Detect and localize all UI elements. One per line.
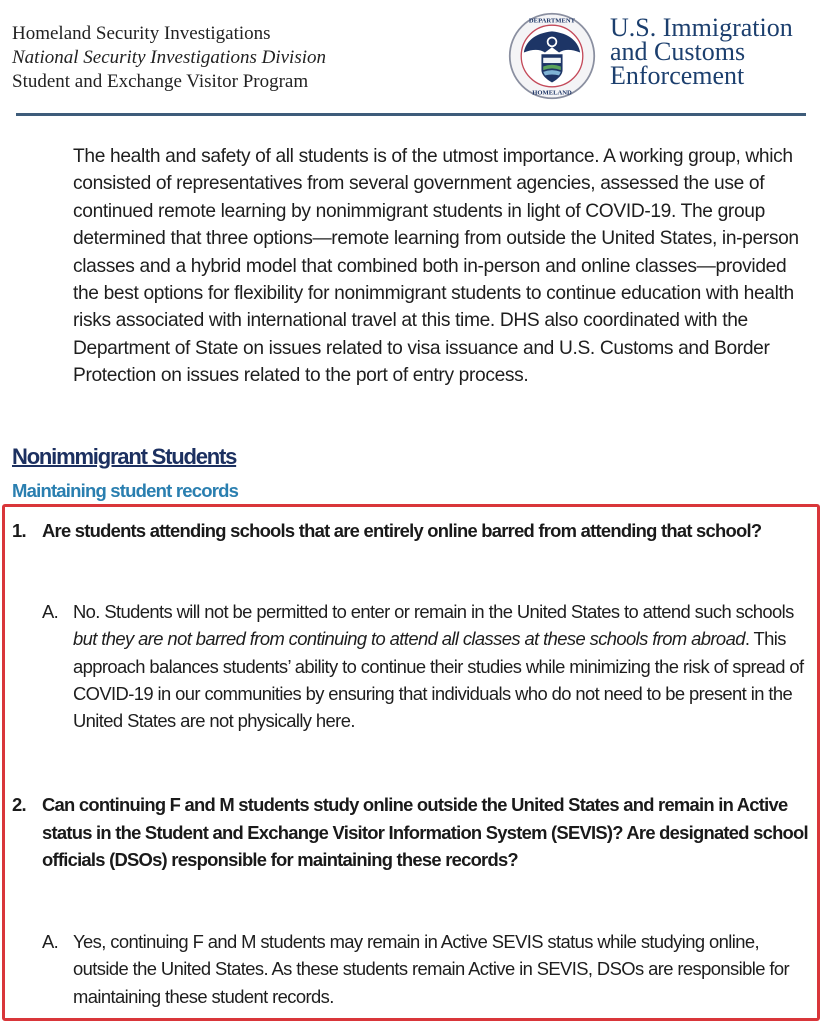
answer-text-part: No. Students will not be permitted to enter or remain in the United States to attend such schools [73,601,794,622]
office-header [12,22,326,94]
intro-paragraph: The health and safety of all students is of the utmost importance. A working group, which consisted of representatives from several government agencies, assessed the use of continued remote learning by nonimmigrant students in light of COVID-19. The group determined that three options—remote learning from outside the United States, in-person classes and a hybrid model that combined both in-person and online classes—provided the best options for flexibility for nonimmigrant students to continue education with health risks associated with international travel at this time. DHS also coordinated with the Department of State on issues related to visa issuance and U.S. Customs and Border Protection on issues related to the port of entry process. [73,146,799,387]
question-text: Are students attending schools that are entirely online barred from attending that school? [42,520,762,541]
answer-label: A. [42,931,59,952]
answer-label: A. [42,601,59,622]
question-text: Can continuing F and M students study online outside the United States and remain in Active status in the Student and Exchange Visitor Information System (SEVIS)? Are designated school officials (DSOs) responsible for maintaining these records? [42,794,808,870]
office-line-sevp: Student and Exchange Visitor Program [12,71,309,92]
agency-line-3: Enforcement [610,61,745,90]
answer-text-part: . This approach balances students’ ability to continue their studies while minimizing the risk of spread of COVID-19 in our communities by ensuring that individuals who do not need to be present in the United States are not physically here. [73,628,804,732]
header-divider [16,113,806,116]
office-line-hsi: Homeland Security Investigations [12,23,271,44]
answer-text [73,598,814,734]
question-number: 1. [12,520,26,541]
section-subtitle: Maintaining student records [12,480,239,501]
answer-text-italic: but they are not barred from continuing to attend all classes at these schools from abroad [73,628,745,650]
answer-1 [42,598,814,734]
answer-text: Yes, continuing F and M students may remain in Active SEVIS status while studying online, outside the United States. As these students remain Active in SEVIS, DSOs are responsible for maintaining these student records. [73,931,789,1007]
agency-wordmark [610,13,793,90]
svg-text:DEPARTMENT: DEPARTMENT [528,17,576,25]
svg-text:HOMELAND: HOMELAND [532,89,572,97]
dhs-seal-icon [508,12,596,100]
answer-2 [42,928,814,1010]
agency-line-1: U.S. Immigration [610,13,793,42]
question-1 [12,517,812,545]
question-2 [12,791,812,874]
section-title: Nonimmigrant Students [12,444,237,469]
agency-line-2: and Customs [610,37,746,66]
question-number: 2. [12,794,26,815]
office-line-division: National Security Investigations Division [12,47,326,68]
